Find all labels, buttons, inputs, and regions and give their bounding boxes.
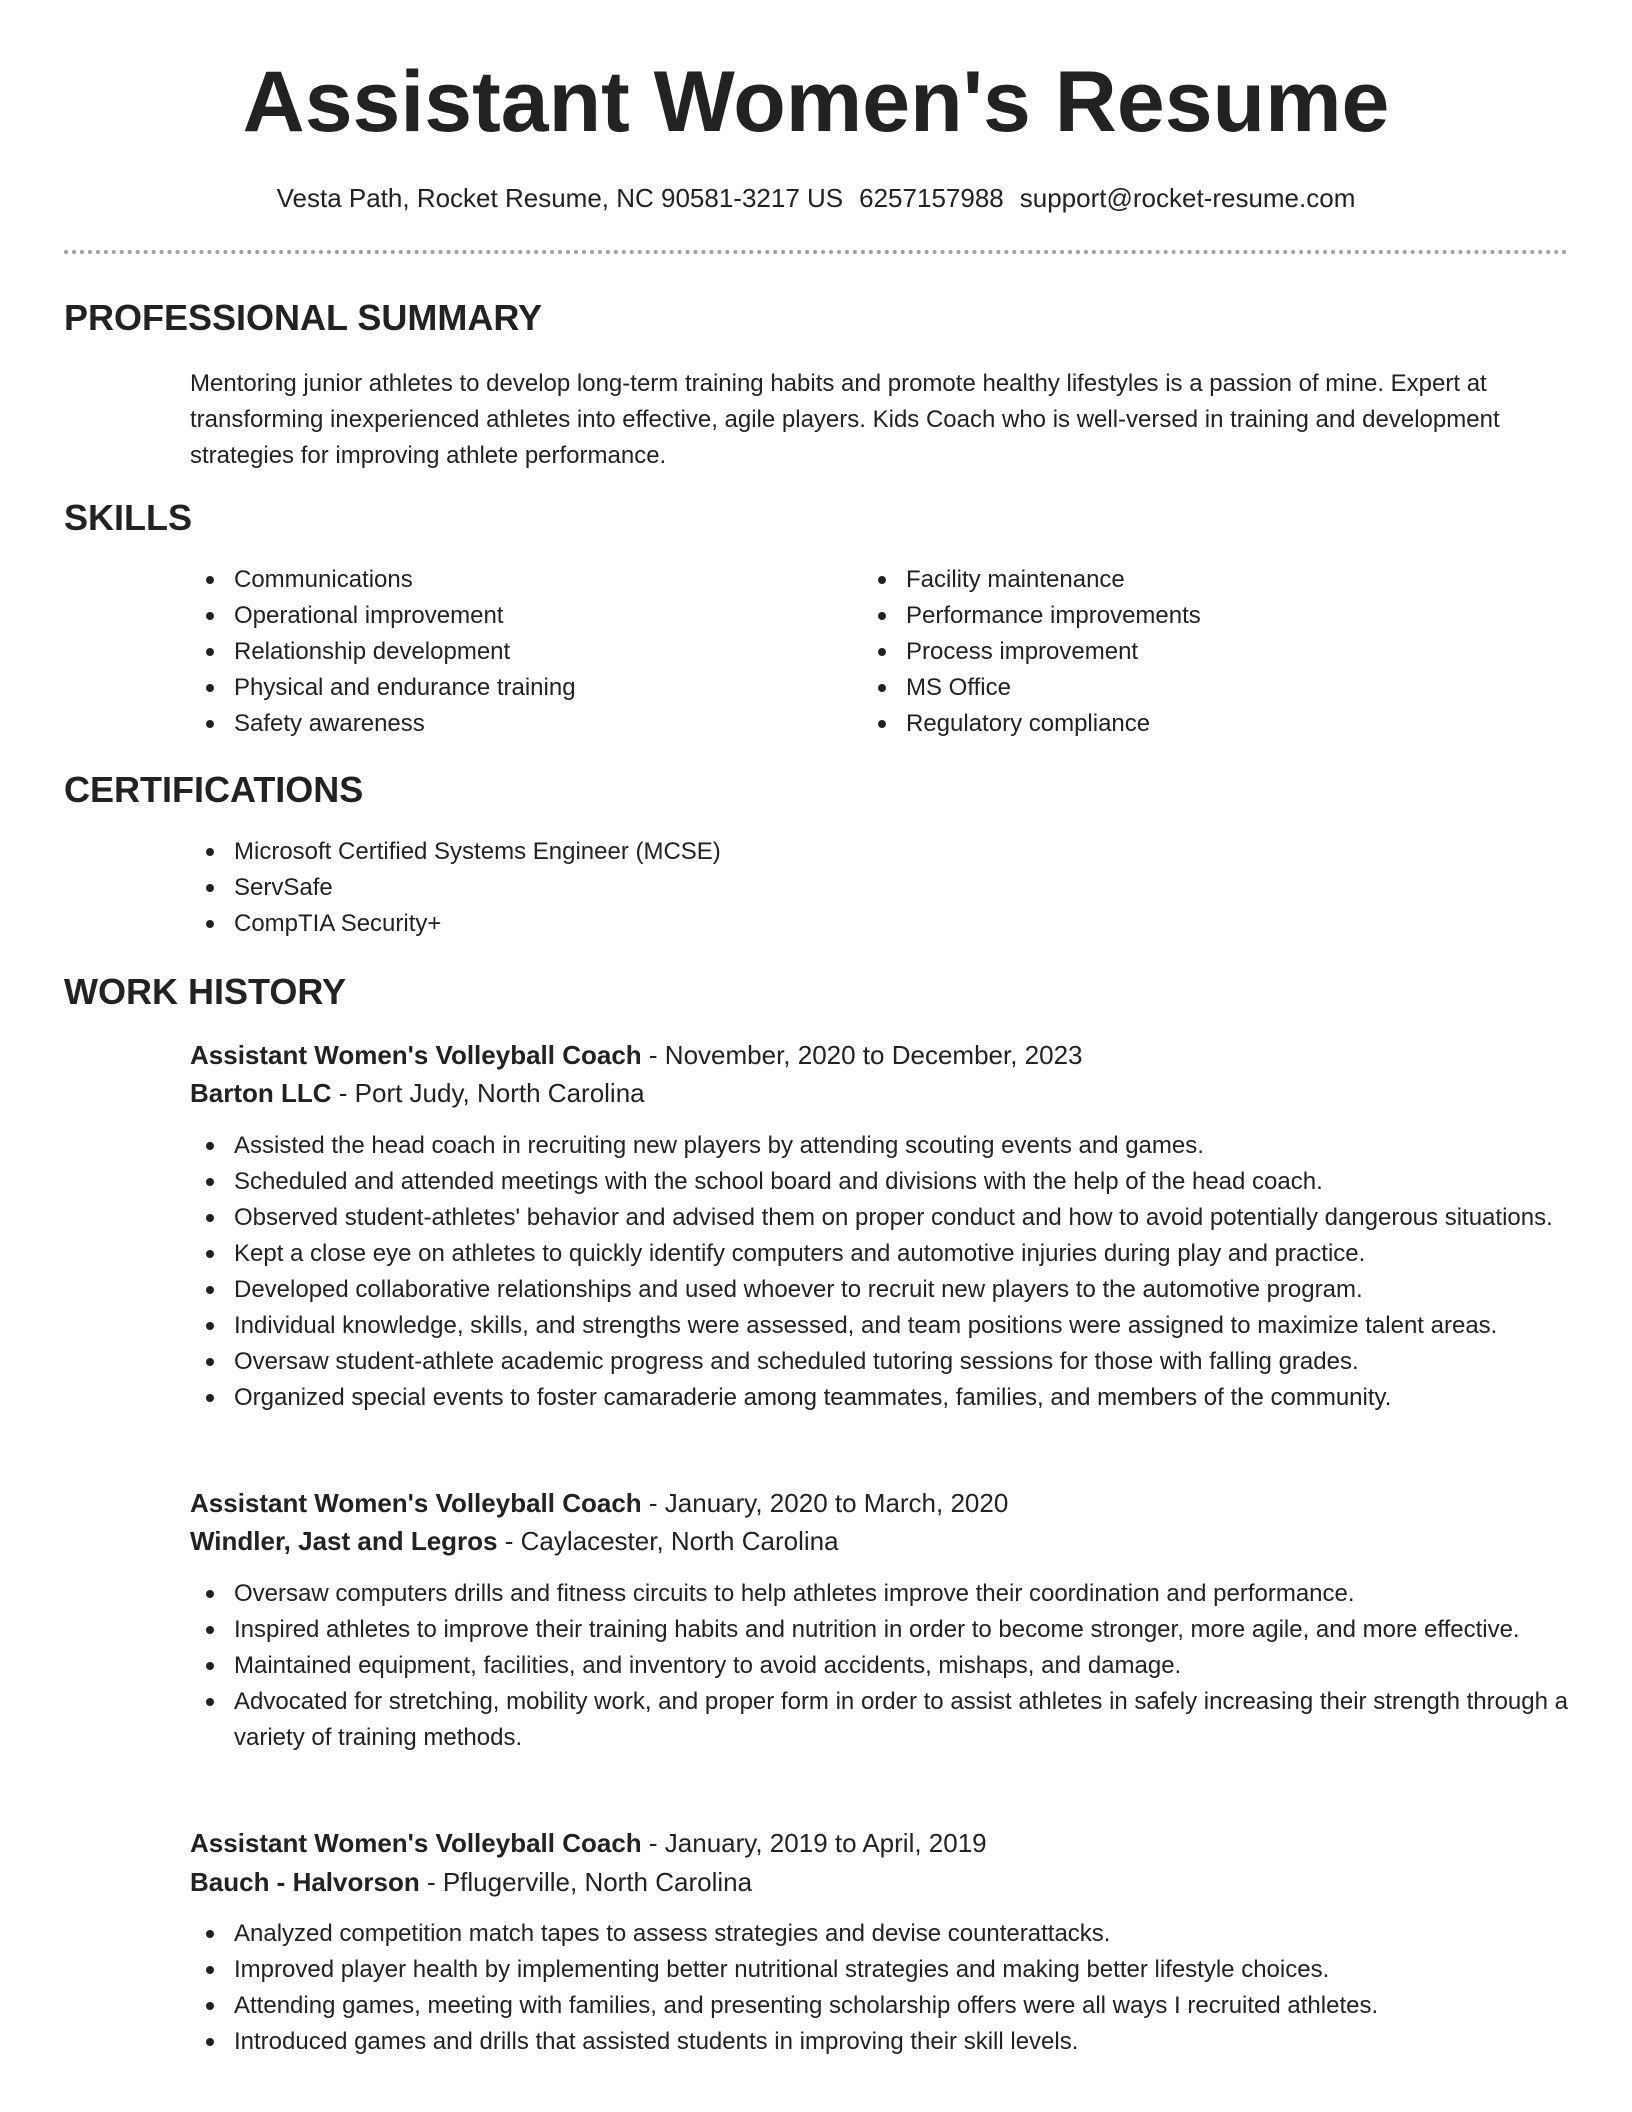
summary-heading: PROFESSIONAL SUMMARY <box>64 297 543 338</box>
job-company-line <box>190 1074 645 1112</box>
contact-line <box>0 180 1632 216</box>
job-duty: Oversaw computers drills and fitness circuits to help athletes improve their coordination and performance. <box>234 1576 1584 1612</box>
job-duty: Analyzed competition match tapes to assess strategies and devise counterattacks. <box>234 1916 1584 1952</box>
job-title-line <box>190 1484 1008 1522</box>
skills-heading: SKILLS <box>64 497 193 538</box>
skill-item: Relationship development <box>234 634 854 670</box>
job-duty: Developed collaborative relationships and used whoever to recruit new players to the automotive program. <box>234 1272 1584 1308</box>
job-duty: Kept a close eye on athletes to quickly identify computers and automotive injuries during play and practice. <box>234 1236 1584 1272</box>
job-company-line <box>190 1522 839 1560</box>
job-duties-list <box>190 1128 1584 1416</box>
job-duty: Maintained equipment, facilities, and inventory to avoid accidents, mishaps, and damage. <box>234 1648 1584 1684</box>
skill-item: Process improvement <box>906 634 1566 670</box>
certification-item: CompTIA Security+ <box>234 906 1564 942</box>
job-duty: Introduced games and drills that assisted students in improving their skill levels. <box>234 2024 1584 2060</box>
job-title-line <box>190 1824 987 1862</box>
job-duty: Organized special events to foster camaraderie among teammates, families, and members of the community. <box>234 1380 1584 1416</box>
contact-address: Vesta Path, Rocket Resume, NC 90581-3217 US <box>276 183 844 213</box>
skills-list-right <box>862 562 1566 742</box>
job-company: Barton LLC <box>190 1078 332 1108</box>
job-dates: - November, 2020 to December, 2023 <box>641 1040 1083 1070</box>
job-duties-list <box>190 1576 1584 1756</box>
contact-email: support@rocket-resume.com <box>1019 183 1356 213</box>
skills-list-left <box>190 562 854 742</box>
skill-item: Communications <box>234 562 854 598</box>
skill-item: Regulatory compliance <box>906 706 1566 742</box>
skill-item: Facility maintenance <box>906 562 1566 598</box>
skill-item: MS Office <box>906 670 1566 706</box>
header-divider <box>64 250 1568 254</box>
job-location: - Port Judy, North Carolina <box>331 1078 645 1108</box>
job-duty: Assisted the head coach in recruiting new players by attending scouting events and games. <box>234 1128 1584 1164</box>
job-duty: Inspired athletes to improve their training habits and nutrition in order to become stronger, more agile, and more effective. <box>234 1612 1584 1648</box>
job-location: - Caylacester, North Carolina <box>497 1526 839 1556</box>
job-duty: Improved player health by implementing better nutritional strategies and making better lifestyle choices. <box>234 1952 1584 1988</box>
job-duty: Observed student-athletes' behavior and advised them on proper conduct and how to avoid potentially dangerous situations. <box>234 1200 1584 1236</box>
job-duty: Individual knowledge, skills, and strengths were assessed, and team positions were assigned to maximize talent areas. <box>234 1308 1584 1344</box>
summary-text: Mentoring junior athletes to develop long-term training habits and promote healthy lifestyles is a passion of mine. Expert at transforming inexperienced athletes into effective, agile players. Kids Coach who is well-versed in training and development strategies for improving athlete performance. <box>190 370 1500 469</box>
job-role: Assistant Women's Volleyball Coach <box>190 1828 642 1858</box>
job-role: Assistant Women's Volleyball Coach <box>190 1488 642 1518</box>
job-dates: - January, 2019 to April, 2019 <box>641 1828 987 1858</box>
job-company: Windler, Jast and Legros <box>190 1526 498 1556</box>
job-duty: Scheduled and attended meetings with the school board and divisions with the help of the head coach. <box>234 1164 1584 1200</box>
work-history-heading: WORK HISTORY <box>64 971 347 1012</box>
skill-item: Safety awareness <box>234 706 854 742</box>
job-role: Assistant Women's Volleyball Coach <box>190 1040 642 1070</box>
certification-item: Microsoft Certified Systems Engineer (MCSE) <box>234 834 1564 870</box>
job-company-line <box>190 1863 752 1901</box>
job-duties-list <box>190 1916 1584 2060</box>
skill-item: Operational improvement <box>234 598 854 634</box>
job-location: - Pflugerville, North Carolina <box>419 1867 753 1897</box>
certifications-heading: CERTIFICATIONS <box>64 769 364 810</box>
certifications-list <box>190 834 1564 942</box>
skill-item: Physical and endurance training <box>234 670 854 706</box>
job-duty: Attending games, meeting with families, and presenting scholarship offers were all ways I recruited athletes. <box>234 1988 1584 2024</box>
job-duty: Oversaw student-athlete academic progress and scheduled tutoring sessions for those with falling grades. <box>234 1344 1584 1380</box>
contact-phone: 6257157988 <box>859 183 1004 213</box>
skill-item: Performance improvements <box>906 598 1566 634</box>
resume-name: Assistant Women's Resume <box>242 54 1390 150</box>
job-company: Bauch - Halvorson <box>190 1867 420 1897</box>
certification-item: ServSafe <box>234 870 1564 906</box>
job-dates: - January, 2020 to March, 2020 <box>641 1488 1009 1518</box>
job-title-line <box>190 1036 1083 1074</box>
job-duty: Advocated for stretching, mobility work, and proper form in order to assist athletes in safely increasing their strength through a variety of training methods. <box>234 1684 1584 1756</box>
